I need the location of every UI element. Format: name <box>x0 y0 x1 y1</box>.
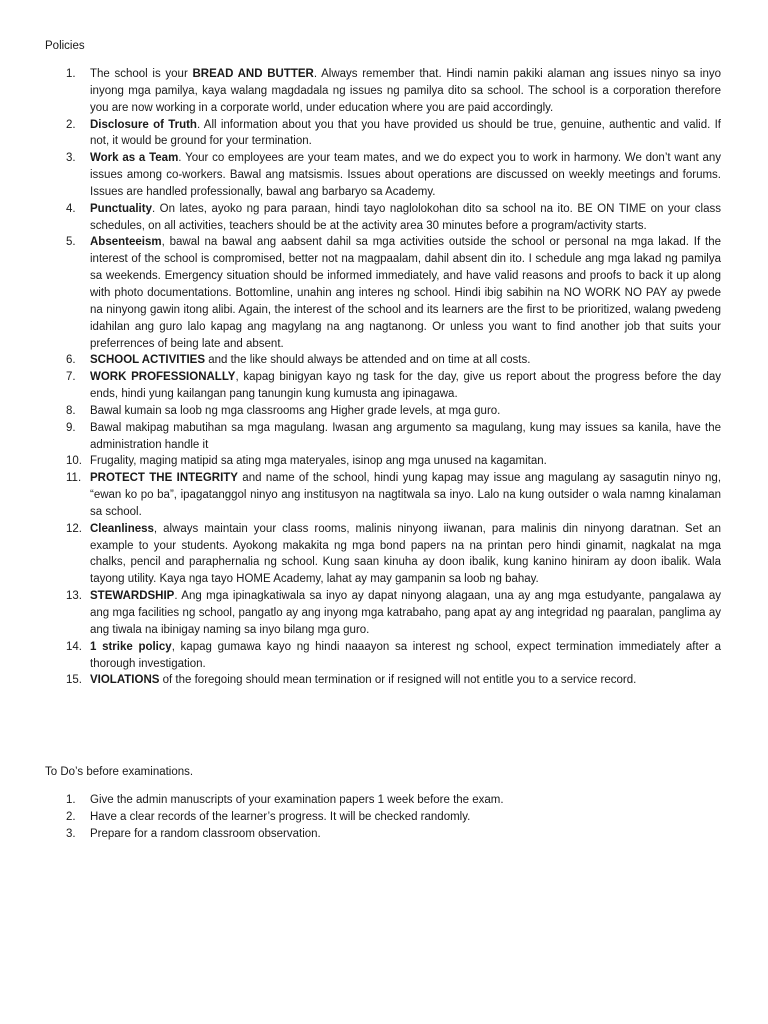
list-number: 6. <box>66 354 76 367</box>
list-number: 14. <box>66 640 82 653</box>
list-number: 2. <box>66 118 76 131</box>
policy-keyword: Punctuality <box>90 202 152 215</box>
policy-keyword: BREAD AND BUTTER <box>192 68 314 80</box>
list-number: 7. <box>66 371 76 384</box>
policy-keyword: VIOLATIONS <box>90 674 160 687</box>
list-number: 1. <box>66 68 76 80</box>
todo-heading: To Do’s before examinations. <box>45 766 194 778</box>
policy-item <box>66 369 721 403</box>
policy-text: , bawal na bawal ang aabsent dahil sa mga activities outside the school or personal na mga lakad. If the interest of the school is compromised, better not na magpaalam, dahil absent din ito. I schedule ang mga lakad ng pamilya sa weekends. Emergency situation should be informed immediately, and have valid reasons and proofs to back it up along with photo documentations. Bottomline, unahin ang interes ng school. Hindi ibig sabihin na NO WORK NO PAY ay pwede na ninyong gawin itong alibi. Again, the interest of the school and its learners are the first to be prioritized, walang pwedeng idahilan ang guro lalo kapag ang magylang na ang nagtanong. Or unless you want to find another job that suits your preferrences of being late and absent. <box>90 236 721 350</box>
policy-text: . All information about you that you have provided us should be true, genuine, authentic and valid. If not, it would be ground for your termination. <box>90 118 721 148</box>
policy-item <box>66 234 721 352</box>
list-number: 8. <box>66 404 76 417</box>
policies-list <box>66 66 722 689</box>
list-number: 5. <box>66 236 76 249</box>
todo-text: Give the admin manuscripts of your examination papers 1 week before the exam. <box>90 794 504 806</box>
list-number: 9. <box>66 421 76 434</box>
policy-item <box>66 403 721 420</box>
policy-item <box>66 352 721 369</box>
policy-text: Bawal makipag mabutihan sa mga magulang. Iwasan ang argumento sa magulang, kung may issues sa kanila, have the administration handle it <box>90 421 721 451</box>
policy-item <box>66 201 721 235</box>
policy-text: of the foregoing should mean termination or if resigned will not entitle you to a service record. <box>159 674 637 687</box>
policy-keyword: Work as a Team <box>90 152 179 165</box>
list-number: 3. <box>66 152 76 165</box>
list-number: 4. <box>66 202 76 215</box>
policy-keyword: Absenteeism <box>90 236 162 249</box>
policy-item <box>66 66 722 117</box>
list-number: 13. <box>66 590 82 603</box>
todo-text: Prepare for a random classroom observation. <box>90 827 321 840</box>
policy-text: Frugality, maging matipid sa ating mga materyales, isinop ang mga unused na kagamitan. <box>90 455 547 468</box>
policy-text: and the like should always be attended and on time at all costs. <box>205 354 531 367</box>
list-number: 2. <box>66 810 76 823</box>
policy-text: , always maintain your class rooms, malinis ninyong iiwanan, para malinis din ninyong daratnan. Set an example to your students. Ayokong makakita ng mga bond papers na na printan pero hindi ginamit, nagkalat na mga chalks, pencil and paraphernalia ng school. Kung saan kinuha ay doon ibalik, kung kanino hiniram ay doon ibalik. Wala tayong utility. Kaya nga tayo HOME Academy, lahat ay may gampanin sa loob ng bahay. <box>90 522 721 586</box>
policy-item <box>66 588 721 639</box>
policy-keyword: SCHOOL ACTIVITIES <box>90 354 206 367</box>
policy-text: . Your co employees are your team mates, and we do expect you to work in harmony. We don’t want any issues among co-workers. Bawal ang matsismis. Issues about operations are discussed on weekly meetings and forums. Issues are handled professionally, bawal ang barbaryo sa Academy. <box>90 152 721 198</box>
policy-item <box>66 453 721 470</box>
todo-item <box>66 792 721 809</box>
list-number: 15. <box>66 674 82 687</box>
policy-text-pre: The school is your <box>90 68 193 80</box>
list-number: 3. <box>66 827 76 840</box>
policy-item <box>66 521 721 588</box>
list-number: 11. <box>66 472 82 485</box>
list-number: 12. <box>66 522 82 535</box>
policy-text: . Always remember that. Hindi namin pakiki alaman ang issues ninyo sa inyo inyong mga pamilya, kaya walang magdadala ng issues ng pamilya dito sa school. The school is a corporation therefore you are now working in a corporate world, under education where you are paid accordingly. <box>90 68 722 114</box>
policy-text: , kapag gumawa kayo ng hindi naaayon sa interest ng school, expect termination immediately after a thorough investigation. <box>90 640 721 670</box>
policy-text: . On lates, ayoko ng para paraan, hindi tayo naglolokohan dito sa school na ito. BE ON TIME on your class schedules, on all activities, teachers should be at the activity area 30 minutes before a program/activity starts. <box>90 202 721 232</box>
policies-heading: Policies <box>45 40 85 52</box>
todo-item <box>66 809 721 826</box>
policy-item <box>66 420 721 454</box>
policy-keyword: PROTECT THE INTEGRITY <box>90 472 238 485</box>
policy-text: , kapag binigyan kayo ng task for the day, give us report about the progress before the day ends, hindi yung kailangan pang tanungin kung kumusta ang ipinagawa. <box>90 371 721 401</box>
todo-text: Have a clear records of the learner’s progress. It will be checked randomly. <box>90 810 471 823</box>
policy-item <box>66 672 721 689</box>
policy-text: and name of the school, hindi yung kapag may issue ang magulang ay sasagutin ninyo ng, “ewan ko po ba”, ipagatanggol ninyo ang institusyon na nagtitwala sa inyo. Lalo na kung outsider o wala namng kinalaman sa school. <box>90 472 722 518</box>
list-number: 10. <box>66 455 82 468</box>
policy-item <box>66 117 721 151</box>
policy-keyword: STEWARDSHIP <box>90 590 175 603</box>
policy-keyword: Disclosure of Truth <box>90 118 197 131</box>
policy-item <box>66 639 721 673</box>
list-number: 1. <box>66 794 76 806</box>
policy-item <box>66 470 722 521</box>
policy-item <box>66 150 721 201</box>
policy-keyword: 1 strike policy <box>90 640 172 653</box>
todo-item <box>66 826 721 843</box>
policy-text: Bawal kumain sa loob ng mga classrooms ang Higher grade levels, at mga guro. <box>90 404 501 417</box>
policy-keyword: Cleanliness <box>90 522 154 535</box>
todo-list <box>66 792 721 843</box>
policy-text: . Ang mga ipinagkatiwala sa inyo ay dapat ninyong alagaan, una ay ang mga estudyante, pangalawa ay ang mga facilities ng school, pangatlo ay ang inyong mga katrabaho, pang apat ay ang integridad ng paaralan, panglima ay ang tiwala na ibinigay naming sa inyo bilang mga guro. <box>90 590 721 636</box>
policy-keyword: WORK PROFESSIONALLY <box>90 371 236 384</box>
